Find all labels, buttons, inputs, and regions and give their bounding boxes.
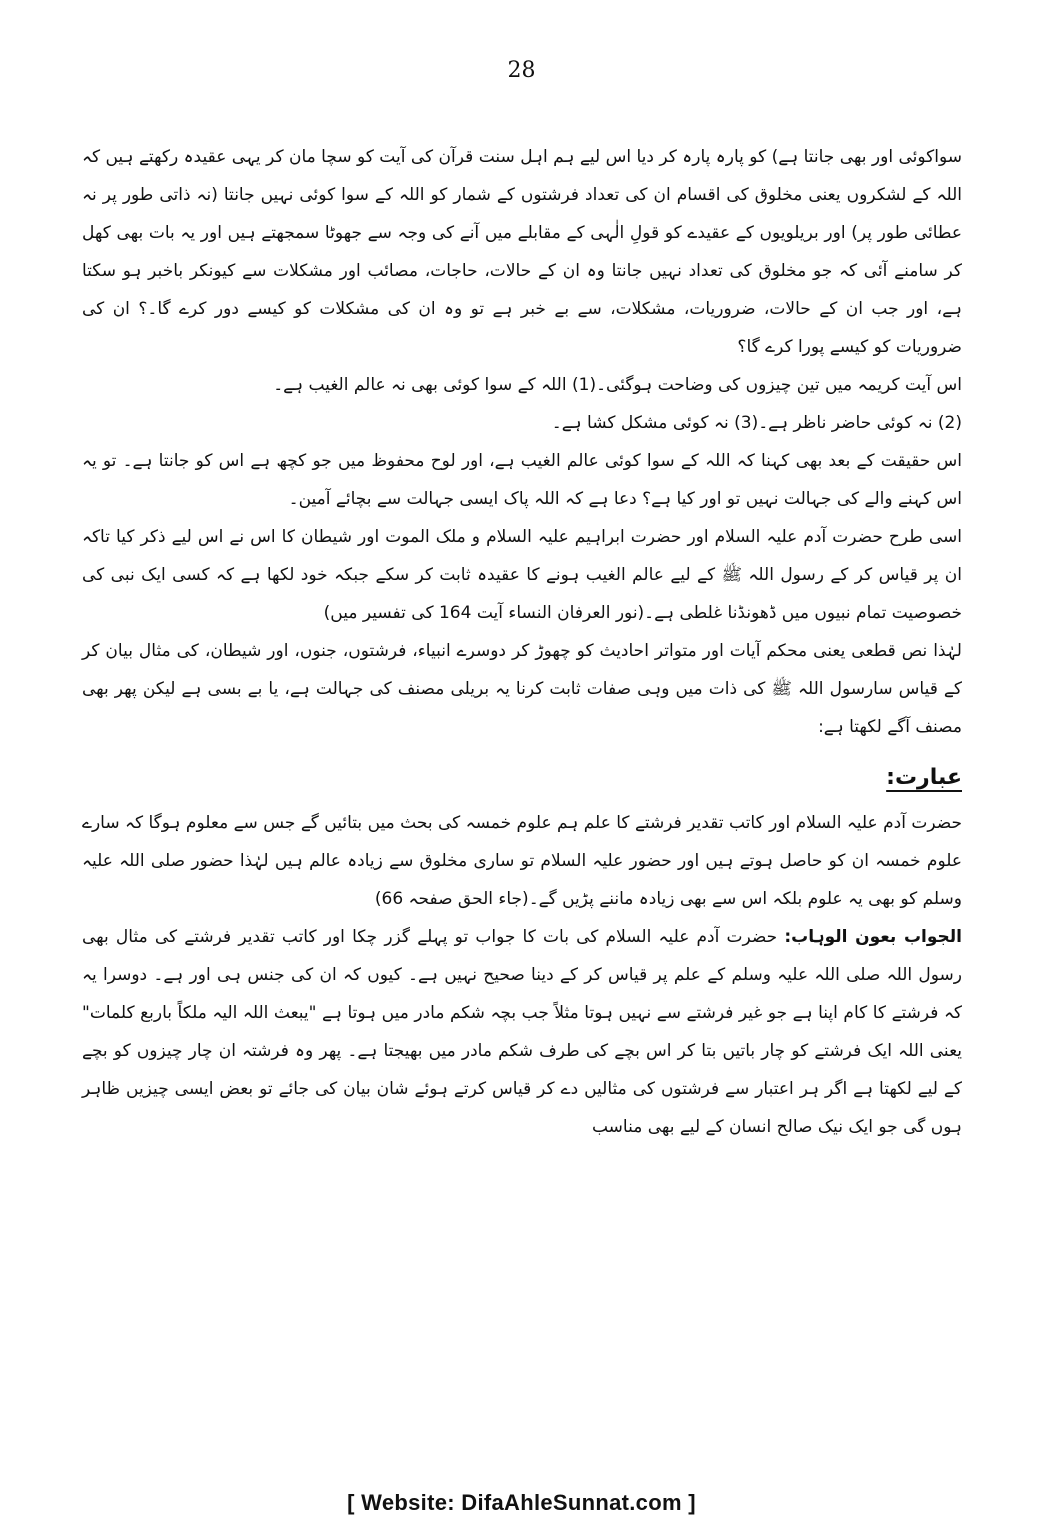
answer-lead: الجواب بعون الوہاب: [784,927,963,947]
answer-paragraph [82,918,962,1146]
page-body [82,138,962,1146]
paragraph-5: اسی طرح حضرت آدم علیہ السلام اور حضرت ابراہیم علیہ السلام و ملک الموت اور شیطان کا اس نے اس لیے ذکر کیا تاکہ ان پر قیاس کر کے رسول اللہ ﷺ کے لیے عالم الغیب ہونے کا عقیدہ ثابت کر سکے جبکہ خود لکھا ہے کہ کسی ایک نبی کی خصوصیت تمام نبیوں میں ڈھونڈنا غلطی ہے۔(نور العرفان النساء آیت 164 کی تفسیر میں) [82,527,962,623]
paragraph-1: سواکوئی اور بھی جانتا ہے) کو پارہ پارہ کر دیا اس لیے ہم اہل سنت قرآن کی آیت کو سچا مان کر یہی عقیدہ رکھتے ہیں کہ اللہ کے لشکروں یعنی مخلوق کی اقسام ان کی تعداد فرشتوں کے شمار کو اللہ کے سوا کوئی نہیں جانتا (نہ ذاتی طور پر نہ عطائی طور پر) اور بریلویوں کے عقیدے کو قولِ الٰہی کے مقابلے میں آنے کی وجہ سے جھوٹا سمجھتے ہیں اور یہ بات بھی کھل کر سامنے آئی کہ جو مخلوق کی تعداد نہیں جانتا وہ ان کے حالات، حاجات، مصائب اور مشکلات سے کیونکر باخبر ہو سکتا ہے، اور جب ان کے حالات، ضروریات، مشکلات، سے بے خبر ہے تو وہ ان کی مشکلات کو کیسے دور کرے گا۔؟ ان کی ضروریات کو کیسے پورا کرے گا؟ [82,147,962,357]
answer-text: حضرت آدم علیہ السلام کی بات کا جواب تو پہلے گزر چکا اور کاتب تقدیر فرشتے کی مثال بھی رسول اللہ صلی اللہ علیہ وسلم کے علم پر قیاس کر کے دینا صحیح نہیں ہے۔ کیوں کہ ان کی جنس ہی اور ہے۔ دوسرا یہ کہ فرشتے کا کام اپنا ہے جو غیر فرشتے سے نہیں ہوتا مثلاً جب بچہ شکم مادر میں ہوتا ہے "یبعث اللہ الیہ ملکاً باربع کلمات" یعنی اللہ ایک فرشتے کو چار باتیں بتا کر اس بچے کی طرف شکم مادر میں بھیجتا ہے۔ پھر وہ فرشتہ ان چار چیزوں کو بچے کے لیے لکھتا ہے اگر ہر اعتبار سے فرشتوں کی مثالیں دے کر قیاس کرتے ہوئے شان بیان کی جائے تو بعض ایسی چیزیں ظاہر ہوں گی جو ایک نیک صالح انسان کے لیے بھی مناسب [82,927,962,1137]
paragraph-2: اس آیت کریمہ میں تین چیزوں کی وضاحت ہوگئی۔(1) اللہ کے سوا کوئی بھی نہ عالم الغیب ہے۔ [273,375,962,395]
paragraph-3: (2) نہ کوئی حاضر ناظر ہے۔(3) نہ کوئی مشکل کشا ہے۔ [551,413,962,433]
quoted-text: حضرت آدم علیہ السلام اور کاتب تقدیر فرشتے کا علم ہم علوم خمسہ کی بحث میں بتائیں گے جس سے معلوم ہوگا کہ سارے علوم خمسہ ان کو حاصل ہوتے ہیں اور حضور علیہ السلام تو ساری مخلوق سے زیادہ عالم ہیں لہٰذا حضور صلی اللہ علیہ وسلم کو بھی یہ علوم بلکہ اس سے بھی زیادہ ماننے پڑیں گے۔(جاء الحق صفحہ 66) [82,813,962,909]
paragraph-6: لہٰذا نص قطعی یعنی محکم آیات اور متواتر احادیث کو چھوڑ کر دوسرے انبیاء، فرشتوں، جنوں، اور شیطان، کی مثال بیان کر کے قیاس سارسول اللہ ﷺ کی ذات میں وہی صفات ثابت کرنا یہ بریلی مصنف کی جہالت ہے، یا بے بسی ہے لیکن پھر بھی مصنف آگے لکھتا ہے: [82,641,962,737]
paragraph-4: اس حقیقت کے بعد بھی کہنا کہ اللہ کے سوا کوئی عالم الغیب ہے، اور لوح محفوظ میں جو کچھ ہے اس کو جانتا ہے۔ تو یہ اس کہنے والے کی جہالت نہیں تو اور کیا ہے؟ دعا ہے کہ اللہ پاک ایسی جہالت سے بچائے آمین۔ [82,451,962,509]
website-footer: [ Website: DifaAhleSunnat.com ] [347,1490,696,1515]
section-heading: عبارت: [886,765,962,790]
page-number: 28 [507,58,536,83]
